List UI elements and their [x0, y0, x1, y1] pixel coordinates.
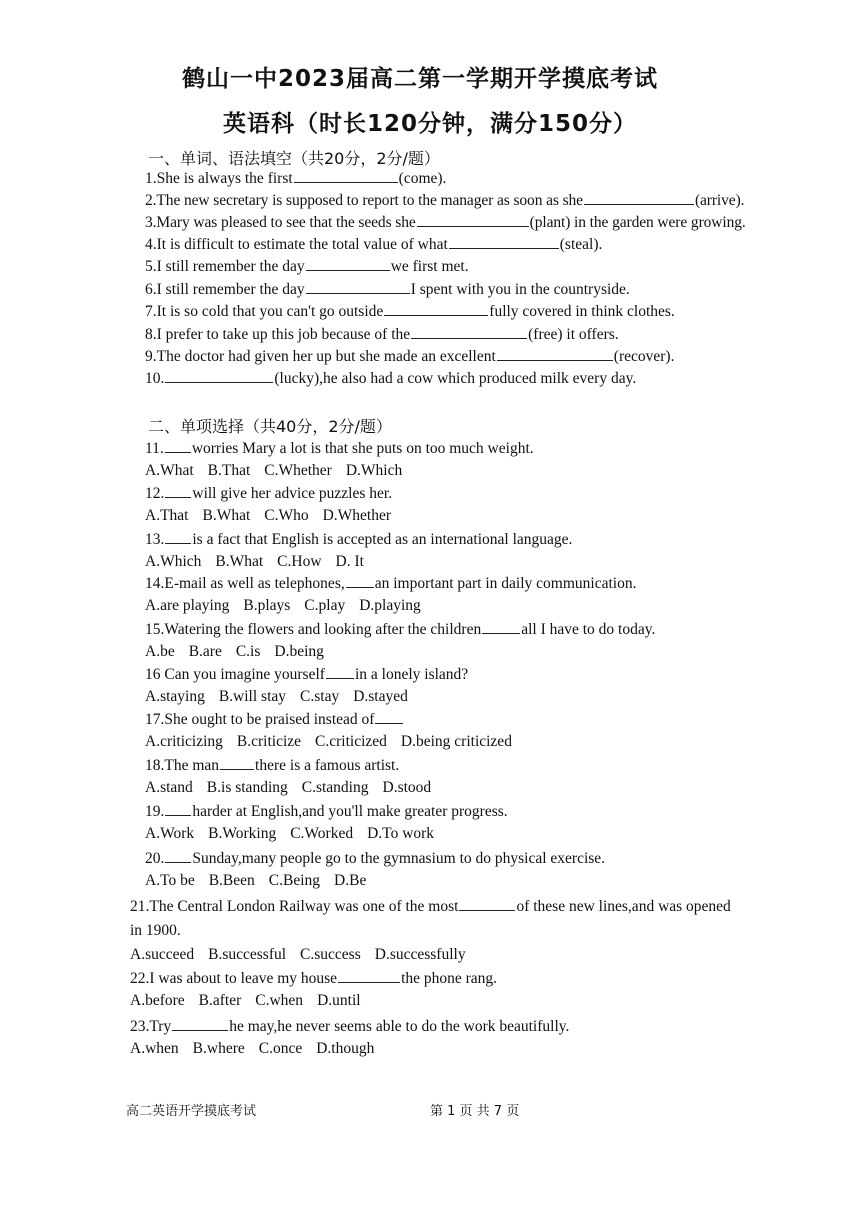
footer-left: 高二英语开学摸底考试 [126, 1104, 257, 1119]
answer-option[interactable]: A.Work [145, 825, 195, 842]
question-text: 9.The doctor had given her up but she made an excellent [145, 348, 496, 365]
answer-option[interactable]: C.stay [300, 688, 340, 705]
question-text: an important part in daily communication. [374, 575, 637, 592]
question-text: (free) it offers. [528, 326, 619, 343]
fill-blank-item [145, 258, 469, 276]
question-text: (recover). [613, 348, 675, 365]
fill-blank-item [145, 370, 636, 388]
answer-option[interactable]: B.will stay [218, 688, 287, 705]
answer-option[interactable]: A.staying [145, 688, 205, 705]
answer-option[interactable]: B.What [202, 507, 251, 524]
question-text: 4.It is difficult to estimate the total value of what [145, 236, 448, 253]
answer-blank[interactable] [459, 909, 515, 911]
question-text: 10. [145, 370, 165, 387]
answer-blank[interactable] [306, 292, 410, 294]
answer-options [145, 688, 422, 706]
answer-blank[interactable] [375, 722, 403, 724]
answer-option[interactable]: C.How [277, 553, 322, 570]
answer-blank[interactable] [449, 247, 559, 249]
answer-option[interactable]: A.when [130, 1040, 179, 1057]
answer-option[interactable]: C.success [300, 946, 361, 963]
answer-option[interactable]: C.criticized [315, 733, 387, 750]
question-stem [145, 531, 572, 549]
question-text: 5.I still remember the day [145, 258, 305, 275]
question-text: 20. [145, 850, 165, 867]
answer-option[interactable]: D.stood [382, 779, 432, 796]
answer-options [130, 946, 480, 964]
question-stem [145, 757, 399, 775]
answer-blank[interactable] [220, 768, 254, 770]
question-text: (plant) in the garden were growing. [529, 214, 746, 231]
question-text: 2.The new secretary is supposed to report to the manager as soon as she [145, 192, 583, 209]
answer-blank[interactable] [172, 1029, 228, 1031]
answer-option[interactable]: B.where [192, 1040, 245, 1057]
answer-option[interactable]: C.Who [264, 507, 309, 524]
answer-blank[interactable] [165, 451, 191, 453]
answer-option[interactable]: C.once [258, 1040, 303, 1057]
question-text: in a lonely island? [354, 666, 469, 683]
answer-option[interactable]: A.criticizing [145, 733, 223, 750]
exam-title: 鹤山一中2023届高二第一学期开学摸底考试 [181, 66, 658, 92]
question-text: he may,he never seems able to do the work beautifully. [229, 1018, 570, 1035]
answer-option[interactable]: D.until [317, 992, 361, 1009]
question-stem [145, 440, 534, 458]
question-text: (steal). [559, 236, 603, 253]
answer-option[interactable]: B.successful [208, 946, 287, 963]
question-text: we first met. [390, 258, 469, 275]
question-text: I spent with you in the countryside. [410, 281, 630, 298]
question-text: 21.The Central London Railway was one of the most [130, 898, 459, 915]
fill-blank-item [145, 214, 746, 232]
answer-options [145, 779, 445, 797]
answer-blank[interactable] [384, 314, 488, 316]
question-text: 1.She is always the first [145, 170, 293, 187]
answer-option[interactable]: D.successfully [374, 946, 466, 963]
answer-option[interactable]: C.is [235, 643, 261, 660]
answer-option[interactable]: D.Be [334, 872, 367, 889]
question-text: 14.E-mail as well as telephones, [145, 575, 345, 592]
fill-blank-item [145, 303, 675, 321]
answer-option[interactable]: B.What [215, 553, 264, 570]
question-text: 15.Watering the flowers and looking after the children [145, 621, 482, 638]
answer-options [145, 597, 435, 615]
answer-blank[interactable] [165, 542, 191, 544]
question-text: is a fact that English is accepted as an international language. [192, 531, 573, 548]
answer-option[interactable]: B.after [198, 992, 242, 1009]
answer-option[interactable]: C.Whether [264, 462, 332, 479]
fill-blank-item [145, 326, 619, 344]
footer-page-number: 第 1 页 共 7 页 [430, 1104, 520, 1119]
answer-option[interactable]: A.That [145, 507, 189, 524]
fill-blank-item [145, 192, 744, 210]
answer-option[interactable]: A.Which [145, 553, 202, 570]
question-stem [145, 621, 655, 639]
answer-blank[interactable] [294, 181, 398, 183]
answer-option[interactable]: A.To be [145, 872, 195, 889]
question-stem [130, 898, 731, 916]
exam-subtitle: 英语科（时长120分钟，满分150分） [222, 111, 638, 137]
fill-blank-item [145, 281, 630, 299]
question-text: the phone rang. [401, 970, 498, 987]
answer-option[interactable]: A.What [145, 462, 194, 479]
question-stem [145, 711, 404, 729]
section1-heading: 一、单词、语法填空（共20分，2分/题） [148, 149, 440, 168]
question-text: 22.I was about to leave my house [130, 970, 338, 987]
question-stem [130, 970, 497, 988]
answer-option[interactable]: A.are playing [145, 597, 230, 614]
answer-blank[interactable] [306, 269, 390, 271]
answer-options [130, 992, 375, 1010]
answer-option[interactable]: A.before [130, 992, 185, 1009]
question-text: 12. [145, 485, 165, 502]
answer-option[interactable]: C.play [304, 597, 346, 614]
question-text: 18.The man [145, 757, 220, 774]
answer-options [145, 462, 416, 480]
answer-option[interactable]: D.Whether [322, 507, 392, 524]
question-text: 11. [145, 440, 164, 457]
answer-blank[interactable] [346, 586, 374, 588]
answer-blank[interactable] [482, 632, 520, 634]
answer-option[interactable]: D. It [335, 553, 364, 570]
answer-blank[interactable] [165, 496, 191, 498]
question-text: 7.It is so cold that you can't go outside [145, 303, 384, 320]
question-text: worries Mary a lot is that she puts on too much weight. [191, 440, 534, 457]
question-text: will give her advice puzzles her. [192, 485, 393, 502]
question-text: (arrive). [694, 192, 745, 209]
answer-options [145, 507, 405, 525]
answer-options [145, 872, 380, 890]
answer-option[interactable]: C.when [255, 992, 304, 1009]
answer-blank[interactable] [417, 225, 529, 227]
question-text: harder at English,and you'll make greater progress. [192, 803, 508, 820]
answer-option[interactable]: D.stayed [353, 688, 408, 705]
question-text: (lucky),he also had a cow which produced milk every day. [274, 370, 637, 387]
section2-heading: 二、单项选择（共40分，2分/题） [148, 417, 392, 436]
answer-option[interactable]: B.Been [208, 872, 255, 889]
answer-option[interactable]: B.Working [208, 825, 277, 842]
question-text: there is a famous artist. [255, 757, 400, 774]
answer-option[interactable]: B.is standing [206, 779, 288, 796]
question-text: 13. [145, 531, 165, 548]
answer-option[interactable]: D.Which [345, 462, 403, 479]
answer-option[interactable]: D.To work [367, 825, 435, 842]
question-text: (come). [398, 170, 447, 187]
answer-option[interactable]: D.being criticized [400, 733, 512, 750]
answer-option[interactable]: B.plays [243, 597, 291, 614]
question-stem [145, 803, 508, 821]
answer-options [145, 553, 378, 571]
answer-blank[interactable] [338, 981, 400, 983]
answer-options [145, 825, 448, 843]
question-text-continued: in 1900. [130, 922, 181, 939]
question-stem [145, 485, 392, 503]
question-stem [145, 850, 605, 868]
answer-option[interactable]: C.Being [268, 872, 321, 889]
answer-blank[interactable] [411, 337, 527, 339]
answer-option[interactable]: A.stand [145, 779, 193, 796]
answer-blank[interactable] [497, 359, 613, 361]
question-text: 8.I prefer to take up this job because of the [145, 326, 411, 343]
question-text: fully covered in think clothes. [489, 303, 675, 320]
answer-blank[interactable] [165, 814, 191, 816]
answer-option[interactable]: D.though [316, 1040, 375, 1057]
answer-option[interactable]: A.be [145, 643, 175, 660]
question-stem [145, 575, 636, 593]
fill-blank-item [145, 170, 446, 188]
answer-option[interactable]: D.being [274, 643, 324, 660]
question-text: of these new lines,and was opened [516, 898, 731, 915]
question-text: 23.Try [130, 1018, 172, 1035]
fill-blank-item [145, 236, 602, 254]
question-text: Sunday,many people go to the gymnasium to do physical exercise. [192, 850, 606, 867]
answer-option[interactable]: B.are [188, 643, 222, 660]
answer-option[interactable]: D.playing [359, 597, 421, 614]
question-text: all I have to do today. [521, 621, 656, 638]
answer-blank[interactable] [165, 861, 191, 863]
answer-options [145, 643, 338, 661]
question-stem [145, 666, 468, 684]
question-text: 3.Mary was pleased to see that the seeds she [145, 214, 416, 231]
answer-blank[interactable] [165, 381, 273, 383]
answer-option[interactable]: C.Worked [290, 825, 354, 842]
question-text: 16 Can you imagine yourself [145, 666, 325, 683]
answer-option[interactable]: B.That [207, 462, 251, 479]
answer-options [145, 733, 526, 751]
answer-blank[interactable] [326, 677, 354, 679]
question-text: 17.She ought to be praised instead of [145, 711, 375, 728]
answer-blank[interactable] [584, 203, 694, 205]
answer-option[interactable]: A.succeed [130, 946, 195, 963]
question-text: 6.I still remember the day [145, 281, 305, 298]
question-stem [130, 1018, 569, 1036]
fill-blank-item [145, 348, 674, 366]
question-text: 19. [145, 803, 165, 820]
answer-option[interactable]: B.criticize [236, 733, 302, 750]
answer-option[interactable]: C.standing [301, 779, 369, 796]
answer-options [130, 1040, 388, 1058]
